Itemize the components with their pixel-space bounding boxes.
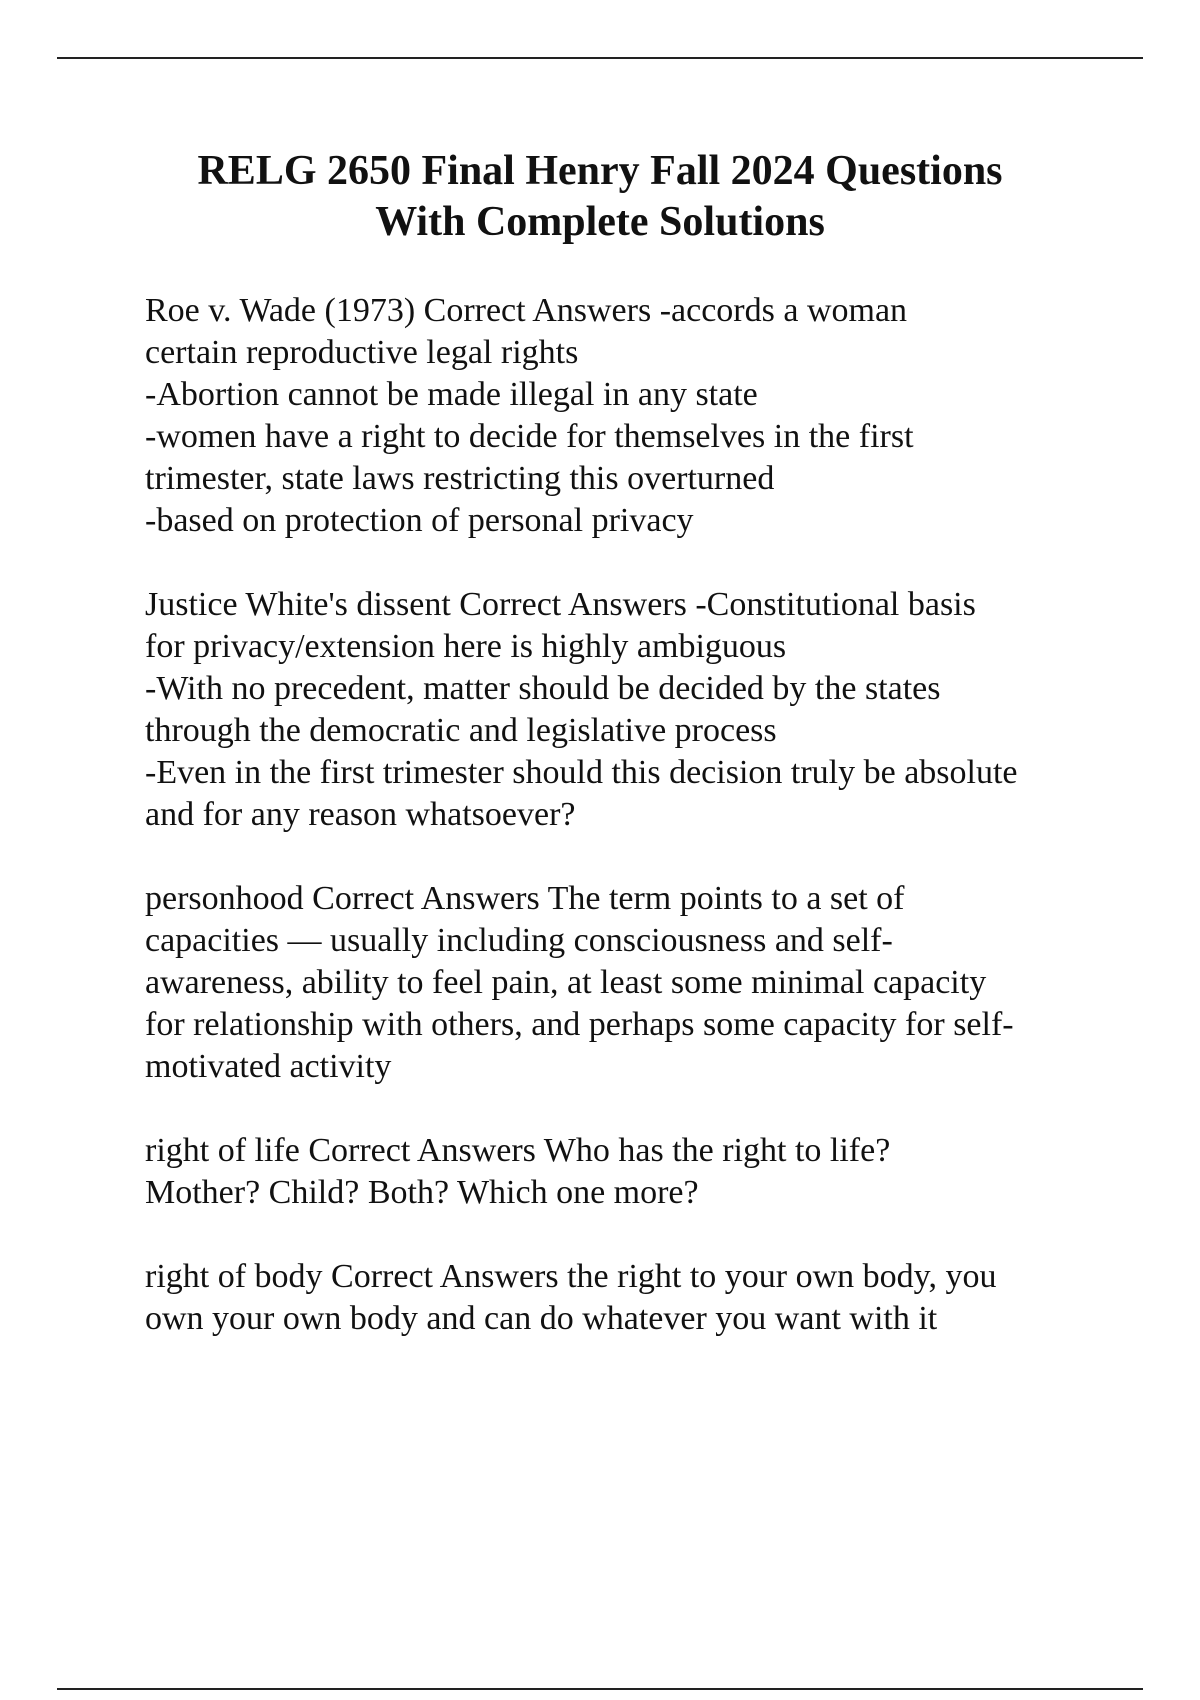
entry-line: motivated activity: [145, 1048, 392, 1085]
entry-line: Roe v. Wade (1973) Correct Answers -accords a woman: [145, 292, 908, 329]
entry-line: right of life Correct Answers Who has the right to life?: [145, 1132, 891, 1169]
qa-entry-personhood: [145, 878, 1105, 1088]
qa-entry-roe-v-wade: [145, 290, 1105, 542]
entry-line: trimester, state laws restricting this overturned: [145, 460, 775, 497]
entry-line: Mother? Child? Both? Which one more?: [145, 1174, 699, 1211]
entry-line: -women have a right to decide for themselves in the first: [145, 418, 914, 455]
title-line-1: RELG 2650 Final Henry Fall 2024 Questions: [197, 148, 1003, 194]
entry-line: -Abortion cannot be made illegal in any state: [145, 376, 758, 413]
entry-line: Justice White's dissent Correct Answers -Constitutional basis: [145, 586, 976, 623]
entry-line: personhood Correct Answers The term points to a set of: [145, 880, 905, 917]
entry-line: -With no precedent, matter should be decided by the states: [145, 670, 941, 707]
qa-list: [145, 290, 1105, 1382]
entry-line: for relationship with others, and perhaps some capacity for self-: [145, 1006, 1014, 1043]
qa-entry-right-of-life: [145, 1130, 1105, 1214]
entry-line: right of body Correct Answers the right to your own body, you: [145, 1258, 997, 1295]
qa-entry-right-of-body: [145, 1256, 1105, 1340]
entry-line: certain reproductive legal rights: [145, 334, 579, 371]
entry-line: -Even in the first trimester should this decision truly be absolute: [145, 754, 1018, 791]
document-title: [100, 146, 1100, 248]
bottom-divider: [57, 1688, 1143, 1690]
entry-line: and for any reason whatsoever?: [145, 796, 576, 833]
entry-line: awareness, ability to feel pain, at least some minimal capacity: [145, 964, 987, 1001]
qa-entry-justice-white-dissent: [145, 584, 1105, 836]
title-line-2: With Complete Solutions: [375, 199, 825, 245]
top-divider: [57, 57, 1143, 59]
entry-line: through the democratic and legislative process: [145, 712, 777, 749]
entry-line: for privacy/extension here is highly ambiguous: [145, 628, 787, 665]
entry-line: own your own body and can do whatever you want with it: [145, 1300, 938, 1337]
entry-line: -based on protection of personal privacy: [145, 502, 694, 539]
entry-line: capacities — usually including consciousness and self-: [145, 922, 893, 959]
